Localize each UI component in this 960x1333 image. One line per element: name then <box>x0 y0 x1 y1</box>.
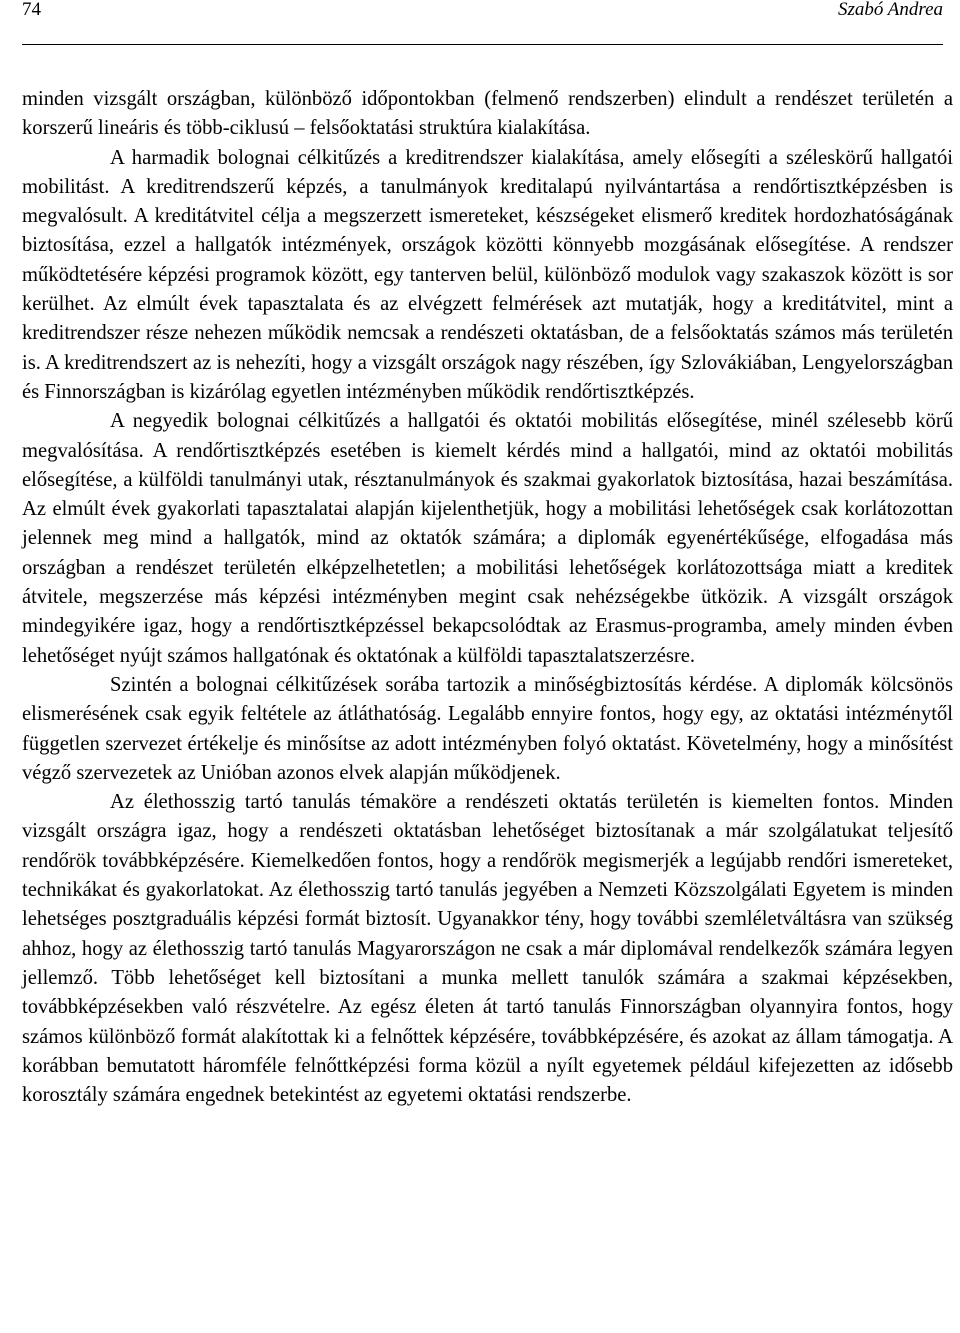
paragraph-quality-assurance: Szintén a bolognai célkitűzések sorába tartozik a minőségbiztosítás kérdése. A diplomák kölcsönös elismerésének csak egyik feltétele az átláthatóság. Legalább ennyire fontos, hogy egy, az oktatási intézménytől független szervezet értékelje és minősítse az adott intézményben folyó oktatást. Követelmény, hogy a minősítést végző szervezetek az Unióban azonos elvek alapján működjenek. <box>22 673 953 784</box>
page-number: 74 <box>22 0 41 20</box>
paragraph-continued: minden vizsgált országban, különböző időpontokban (felmenő rendszerben) elindult a rendészet területén a korszerű lineáris és több-ciklusú – felsőoktatási struktúra kialakítása. <box>22 88 953 140</box>
page-header <box>22 0 943 45</box>
paragraph-credit-system: A harmadik bolognai célkitűzés a kreditrendszer kialakítása, amely elősegíti a széleskörű hallgatói mobilitást. A kreditrendszerű képzés, a tanulmányok kreditalapú nyilvántartása a rendőrtisztképzésben is megvalósult. A kreditátvitel célja a megszerzett ismereteket, készségeket elismerő kreditek hordozhatóságának biztosítása, ezzel a hallgatók intézmények, országok közötti könnyebb mozgásának elősegítése. A rendszer működtetésére képzési programok között, egy tanterven belül, különböző modulok vagy szakaszok között is sor kerülhet. Az elmúlt évek tapasztalata és az elvégzett felmérések azt mutatják, hogy a kreditátvitel, mint a kreditrendszer része nehezen működik nemcsak a rendészeti oktatásban, de a felsőoktatás számos más területén is. A kreditrendszert az is nehezíti, hogy a vizsgált országok nagy részében, így Szlovákiában, Lengyelországban és Finnországban is kizárólag egyetlen intézményben működik rendőrtisztképzés. <box>22 146 953 403</box>
paragraph-lifelong-learning: Az élethosszig tartó tanulás témaköre a rendészeti oktatás területén is kiemelten fontos. Minden vizsgált országra igaz, hogy a rendészeti oktatásban lehetőséget biztosítanak a már szolgálatukat teljesítő rendőrök továbbképzésére. Kiemelkedően fontos, hogy a rendőrök megismerjék a legújabb rendőri ismereteket, technikákat és gyakorlatokat. Az élethosszig tartó tanulás jegyében a Nemzeti Közszolgálati Egyetem is minden lehetséges posztgraduális képzési formát biztosít. Ugyanakkor tény, hogy további szemléletváltásra van szükség ahhoz, hogy az élethosszig tartó tanulás Magyarországon ne csak a már diplomával rendelkezők számára legyen jellemző. Több lehetőséget kell biztosítani a munka mellett tanulók számára a szakmai képzésekben, továbbképzésekben való részvételre. Az egész életen át tartó tanulás Finnországban olyannyira fontos, hogy számos különböző formát alakítottak ki a felnőttek képzésére, továbbképzésére, és azokat az állam támogatja. A korábban bemutatott háromféle felnőttképzési forma közül a nyílt egyetemek például kifejezetten az idősebb korosztály számára engednek betekintést az egyetemi oktatási rendszerbe. <box>22 791 953 1107</box>
running-header-author: Szabó Andrea <box>837 0 943 20</box>
body-text <box>22 85 953 1110</box>
paragraph-mobility: A negyedik bolognai célkitűzés a hallgatói és oktatói mobilitás elősegítése, minél szélesebb körű megvalósítása. A rendőrtisztképzés esetében is kiemelt kérdés mind a hallgatói, mind az oktatói mobilitás elősegítése, a külföldi tanulmányi utak, résztanulmányok és szakmai gyakorlatok biztosítása, hazai beszámítása. Az elmúlt évek gyakorlati tapasztalatai alapján kijelenthetjük, hogy a mobilitási lehetőségek csak korlátozottan jelennek meg mind a hallgatók, mind az oktatók számára; a diplomák egyenértékűsége, elfogadása más országban a rendészet területén elképzelhetetlen; a mobilitási lehetőségek korlátozottsága miatt a kreditek átvitele, megszerzése más képzési intézményben megint csak nehézségekbe ütközik. A vizsgált országok mindegyikére igaz, hogy a rendőrtisztképzéssel bekapcsolódtak az Erasmus-programba, amely minden évben lehetőséget nyújt számos hallgatónak és oktatónak a külföldi tapasztalatszerzésre. <box>22 410 953 667</box>
